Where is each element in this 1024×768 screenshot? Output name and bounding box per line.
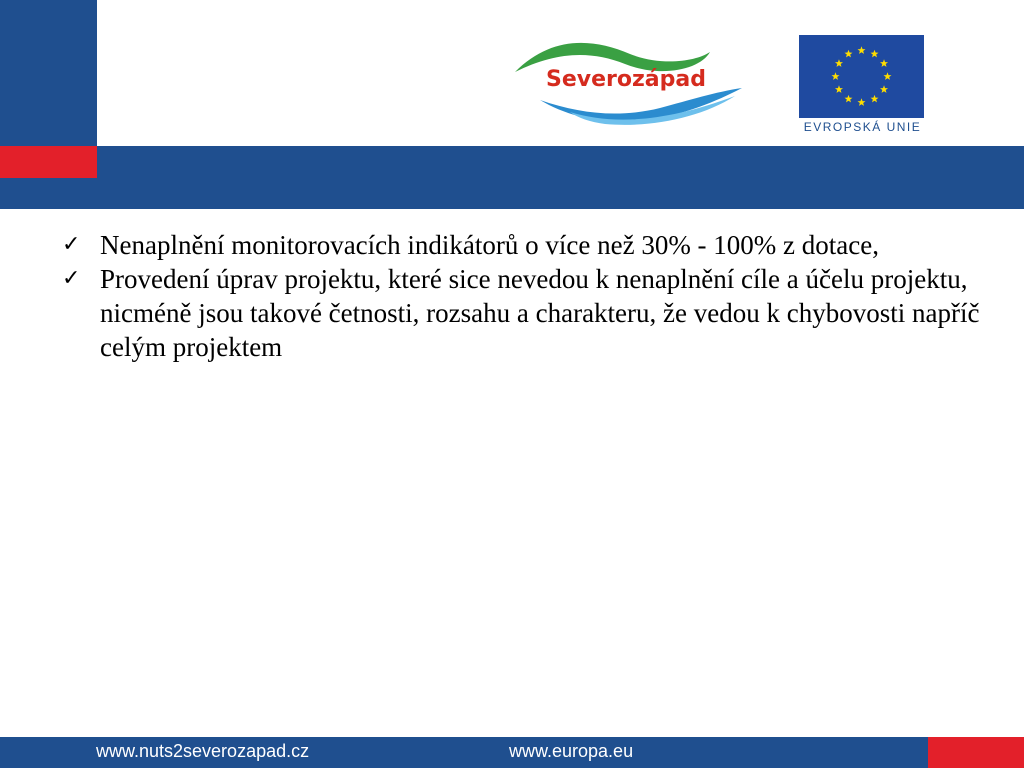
eu-star <box>880 85 888 93</box>
eu-star <box>832 72 840 80</box>
footer-link-europa[interactable]: www.europa.eu <box>509 741 634 761</box>
header-blue-band <box>0 146 1024 209</box>
eu-star <box>845 50 853 58</box>
eu-flag <box>799 35 924 118</box>
checkmark-icon: ✓ <box>62 266 81 291</box>
bullet-item <box>62 228 982 262</box>
eu-star <box>858 98 866 106</box>
eu-star <box>871 50 879 58</box>
eu-star <box>880 59 888 67</box>
checkmark-icon: ✓ <box>62 232 81 257</box>
bullet-text: Provedení úprav projektu, které sice nevedou k nenaplnění cíle a účelu projektu, nicméně jsou takové četnosti, rozsahu a charakteru, že vedou k chybovosti napříč celým projektem <box>100 264 980 362</box>
eu-star <box>835 59 843 67</box>
bullet-list <box>62 228 982 364</box>
eu-star <box>835 85 843 93</box>
bullet-text: Nenaplnění monitorovacích indikátorů o více než 30% - 100% z dotace, <box>100 230 879 260</box>
eu-stars-icon <box>799 35 924 118</box>
severozapad-logo <box>510 32 748 128</box>
eu-label: EVROPSKÁ UNIE <box>803 120 922 134</box>
left-blue-band <box>0 0 97 146</box>
eu-star <box>845 95 853 103</box>
bullet-item <box>62 262 982 364</box>
eu-star <box>884 72 892 80</box>
logo-wordmark: Severozápad <box>546 67 706 92</box>
left-red-accent <box>0 146 97 178</box>
footer-red-accent <box>928 737 1024 768</box>
eu-star <box>858 46 866 54</box>
footer-link-nuts2[interactable]: www.nuts2severozapad.cz <box>96 741 310 761</box>
eu-star <box>871 95 879 103</box>
